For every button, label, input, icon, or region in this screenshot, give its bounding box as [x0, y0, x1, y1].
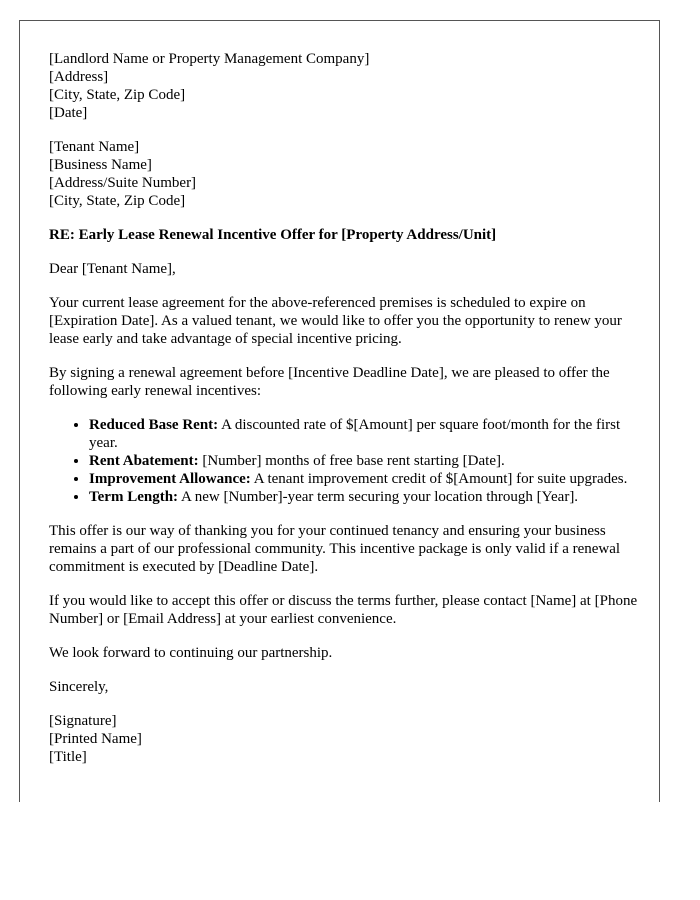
incentive-text: [Number] months of free base rent starting [Date].	[198, 453, 505, 469]
offer-paragraph: By signing a renewal agreement before [Incentive Deadline Date], we are pleased to offer the following early renewal incentives:	[49, 365, 610, 399]
signer-title: [Title]	[49, 749, 87, 765]
signature: [Signature]	[49, 713, 117, 729]
list-item	[89, 470, 639, 488]
list-item	[89, 452, 639, 470]
list-item	[89, 488, 639, 506]
sender-city-state-zip: [City, State, Zip Code]	[49, 87, 186, 103]
letter-date: [Date]	[49, 105, 88, 121]
printed-name: [Printed Name]	[49, 731, 142, 747]
incentives-list	[49, 416, 639, 506]
recipient-block	[49, 138, 639, 210]
sender-name: [Landlord Name or Property Management Company]	[49, 51, 370, 67]
salutation: Dear [Tenant Name],	[49, 261, 176, 277]
recipient-name: [Tenant Name]	[49, 139, 140, 155]
recipient-city-state-zip: [City, State, Zip Code]	[49, 193, 186, 209]
letter-content	[49, 50, 639, 782]
thanks-paragraph: This offer is our way of thanking you for your continued tenancy and ensuring your business remains a part of our professional community. This incentive package is only valid if a renewal commitment is executed by [Deadline Date].	[49, 523, 621, 575]
closing-note: We look forward to continuing our partnership.	[49, 645, 333, 661]
recipient-address: [Address/Suite Number]	[49, 175, 197, 191]
incentive-text: A tenant improvement credit of $[Amount] for suite upgrades.	[250, 471, 628, 487]
sender-address: [Address]	[49, 69, 109, 85]
incentive-label: Rent Abatement:	[89, 453, 199, 469]
incentive-label: Improvement Allowance:	[89, 471, 251, 487]
recipient-business: [Business Name]	[49, 157, 152, 173]
sender-block	[49, 50, 639, 122]
contact-paragraph: If you would like to accept this offer or discuss the terms further, please contact [Name] at [Phone Number] or [Email Address] at your earliest convenience.	[49, 593, 638, 627]
signature-block	[49, 712, 639, 766]
list-item	[89, 416, 639, 452]
subject-line: RE: Early Lease Renewal Incentive Offer for [Property Address/Unit]	[49, 227, 497, 243]
incentive-text: A new [Number]-year term securing your location through [Year].	[178, 489, 579, 505]
intro-paragraph: Your current lease agreement for the above-referenced premises is scheduled to expire on [Expiration Date]. As a valued tenant, we would like to offer you the opportunity to renew your lease early and take advantage of special incentive pricing.	[49, 295, 622, 347]
letter-page	[19, 20, 660, 802]
incentive-label: Reduced Base Rent:	[89, 417, 219, 433]
incentive-text: A discounted rate of $[Amount] per square foot/month for the first year.	[89, 417, 621, 451]
incentive-label: Term Length:	[89, 489, 179, 505]
closing: Sincerely,	[49, 679, 109, 695]
